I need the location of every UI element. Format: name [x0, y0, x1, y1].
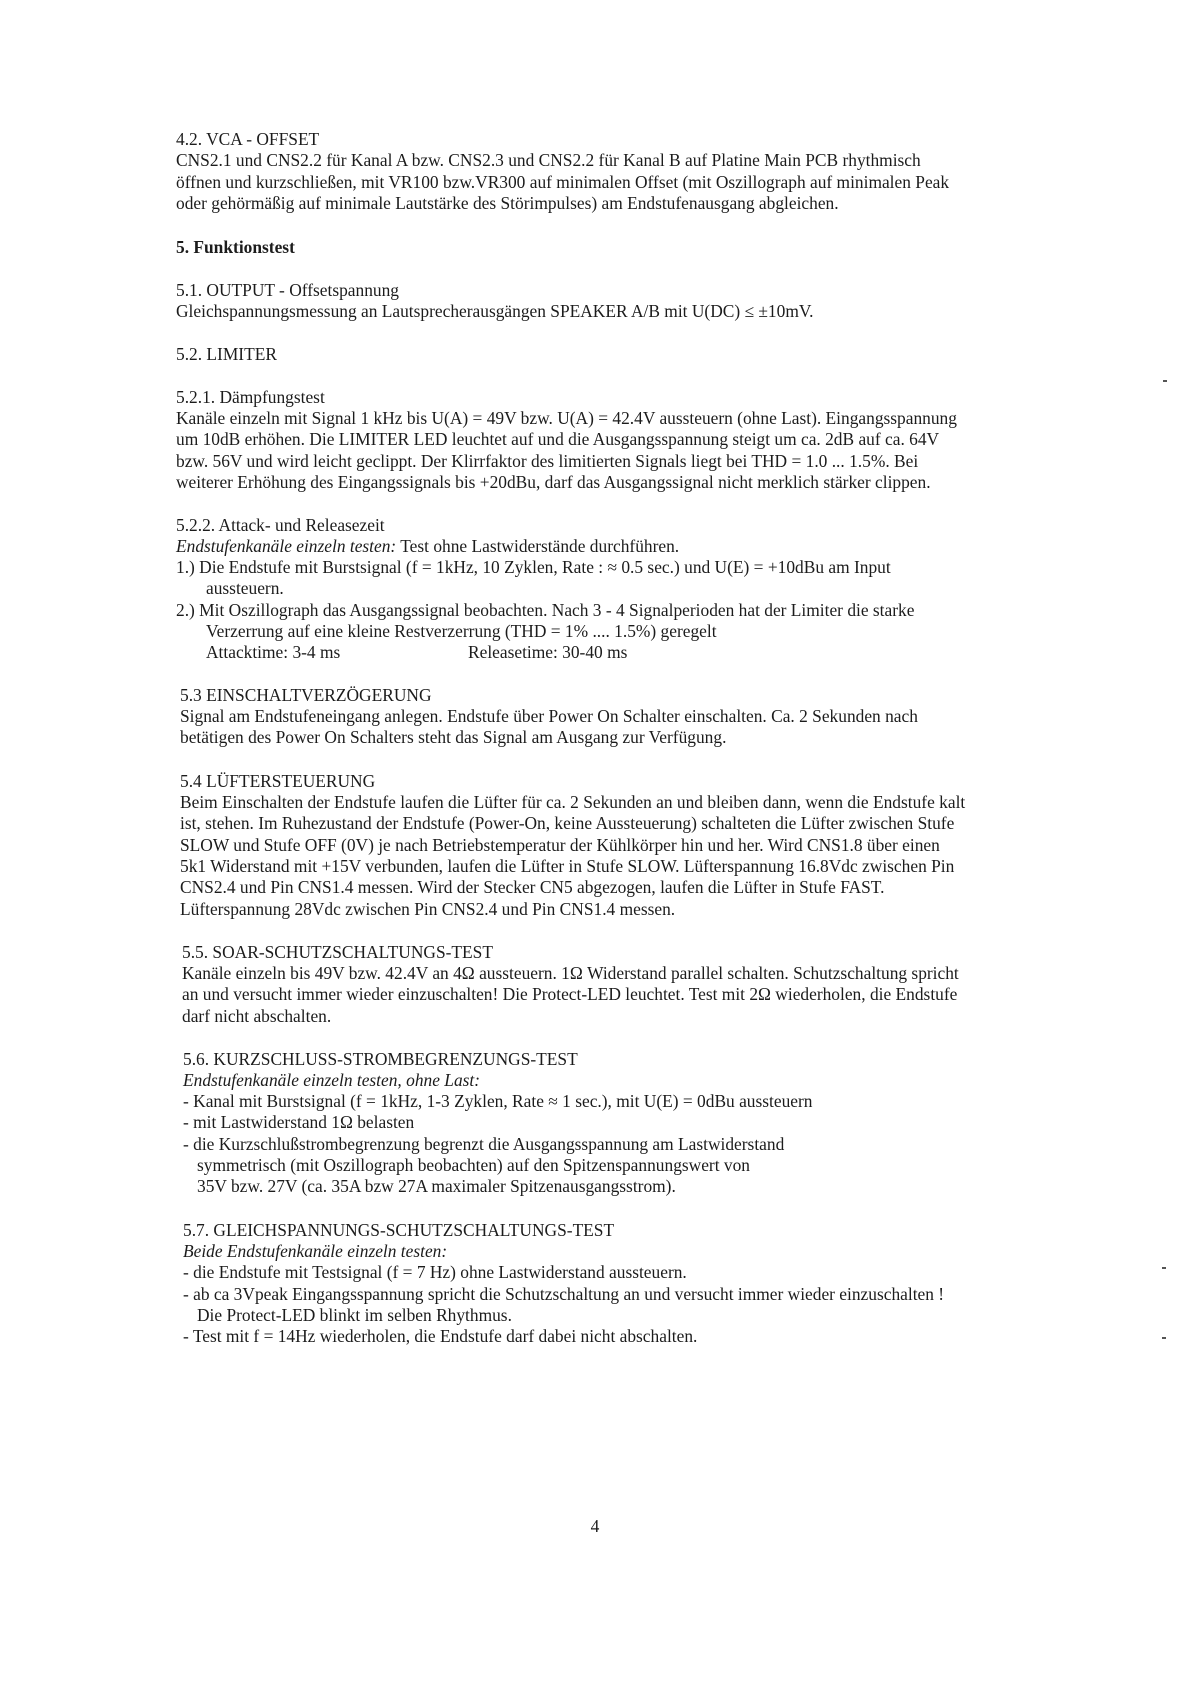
scan-speck — [1162, 1267, 1166, 1269]
section-5-6-title: 5.6. KURZSCHLUSS-STROMBEGRENZUNGS-TEST — [183, 1049, 578, 1069]
list-item-continuation: aussteuern. — [206, 578, 284, 598]
line-rest: Test ohne Lastwiderstände durchführen. — [396, 536, 680, 556]
list-item-continuation: 35V bzw. 27V (ca. 35A bzw 27A maximaler Spitzenausgangsstrom). — [197, 1176, 676, 1196]
timing-row — [206, 641, 766, 663]
list-item: 1.) Die Endstufe mit Burstsignal (f = 1kHz, 10 Zyklen, Rate : ≈ 0.5 sec.) und U(E) = +10dBu am Input — [176, 557, 891, 577]
section-5-2-title: 5.2. LIMITER — [176, 344, 277, 364]
paragraph-line: ist, stehen. Im Ruhezustand der Endstufe (Power-On, keine Aussteuerung) schalteten die Lüfter zwischen Stufe — [180, 813, 955, 833]
list-item: - Kanal mit Burstsignal (f = 1kHz, 1-3 Zyklen, Rate ≈ 1 sec.), mit U(E) = 0dBu aussteuern — [183, 1091, 813, 1111]
release-time: Releasetime: 30-40 ms — [468, 642, 628, 662]
page-number: 4 — [590, 1516, 600, 1536]
section-5-heading: 5. Funktionstest — [176, 237, 295, 257]
paragraph-line: CNS2.1 und CNS2.2 für Kanal A bzw. CNS2.3 und CNS2.2 für Kanal B auf Platine Main PCB rhythmisch — [176, 150, 921, 170]
paragraph-line: Lüfterspannung 28Vdc zwischen Pin CNS2.4 und Pin CNS1.4 messen. — [180, 899, 676, 919]
list-item: - mit Lastwiderstand 1Ω belasten — [183, 1112, 415, 1132]
italic-lead: Endstufenkanäle einzeln testen, ohne Last: — [183, 1070, 481, 1090]
list-item-continuation: Die Protect-LED blinkt im selben Rhythmus. — [197, 1305, 512, 1325]
italic-lead: Beide Endstufenkanäle einzeln testen: — [183, 1241, 448, 1261]
paragraph-line: darf nicht abschalten. — [182, 1006, 332, 1026]
paragraph-line: Gleichspannungsmessung an Lautsprecherausgängen SPEAKER A/B mit U(DC) ≤ ±10mV. — [176, 301, 814, 321]
list-item: - die Endstufe mit Testsignal (f = 7 Hz) ohne Lastwiderstand aussteuern. — [183, 1262, 687, 1282]
section-5-2-2-title: 5.2.2. Attack- und Releasezeit — [176, 515, 385, 535]
paragraph-line: Signal am Endstufeneingang anlegen. Endstufe über Power On Schalter einschalten. Ca. 2 Sekunden nach — [180, 706, 918, 726]
list-item: - Test mit f = 14Hz wiederholen, die Endstufe darf dabei nicht abschalten. — [183, 1326, 698, 1346]
section-5-2-1-title: 5.2.1. Dämpfungstest — [176, 387, 325, 407]
paragraph-line: Kanäle einzeln bis 49V bzw. 42.4V an 4Ω aussteuern. 1Ω Widerstand parallel schalten. Schutzschaltung spricht — [182, 963, 959, 983]
scan-speck — [1163, 380, 1167, 382]
paragraph-line: bzw. 56V und wird leicht geclippt. Der Klirrfaktor des limitierten Signals liegt bei THD = 1.0 ... 1.5%. Bei — [176, 451, 919, 471]
paragraph-line: oder gehörmäßig auf minimale Lautstärke des Störimpulses) am Endstufenausgang abgleichen. — [176, 193, 839, 213]
paragraph-line: Kanäle einzeln mit Signal 1 kHz bis U(A) = 49V bzw. U(A) = 42.4V aussteuern (ohne Last). Eingangsspannung — [176, 408, 957, 428]
attack-time: Attacktime: 3-4 ms — [206, 642, 341, 662]
section-5-1-title: 5.1. OUTPUT - Offsetspannung — [176, 280, 400, 300]
list-item: - ab ca 3Vpeak Eingangsspannung spricht die Schutzschaltung an und versucht immer wieder einzuschalten ! — [183, 1284, 945, 1304]
list-item: 2.) Mit Oszillograph das Ausgangssignal beobachten. Nach 3 - 4 Signalperioden hat der Limiter die starke — [176, 600, 915, 620]
section-5-5-title: 5.5. SOAR-SCHUTZSCHALTUNGS-TEST — [182, 942, 493, 962]
paragraph-line: an und versucht immer wieder einzuschalten! Die Protect-LED leuchtet. Test mit 2Ω wiederholen, die Endstufe — [182, 984, 958, 1004]
paragraph-line: Beim Einschalten der Endstufe laufen die Lüfter für ca. 2 Sekunden an und bleiben dann, wenn die Endstufe kalt — [180, 792, 966, 812]
paragraph-line: öffnen und kurzschließen, mit VR100 bzw.VR300 auf minimalen Offset (mit Oszillograph auf minimalen Peak — [176, 172, 950, 192]
list-item: - die Kurzschlußstrombegrenzung begrenzt die Ausgangsspannung am Lastwiderstand — [183, 1134, 785, 1154]
section-4-2-title: 4.2. VCA - OFFSET — [176, 129, 320, 149]
paragraph-line: um 10dB erhöhen. Die LIMITER LED leuchtet auf und die Ausgangsspannung steigt um ca. 2dB auf ca. 64V — [176, 429, 940, 449]
section-5-7-title: 5.7. GLEICHSPANNUNGS-SCHUTZSCHALTUNGS-TEST — [183, 1220, 615, 1240]
list-item-continuation: Verzerrung auf eine kleine Restverzerrung (THD = 1% .... 1.5%) geregelt — [206, 621, 717, 641]
list-item-continuation: symmetrisch (mit Oszillograph beobachten) auf den Spitzenspannungswert von — [197, 1155, 750, 1175]
paragraph-line: weiterer Erhöhung des Eingangssignals bis +20dBu, darf das Ausgangssignal nicht merklich stärker clippen. — [176, 472, 931, 492]
scan-speck — [1162, 1337, 1166, 1339]
paragraph-line: 5k1 Widerstand mit +15V verbunden, laufen die Lüfter in Stufe SLOW. Lüfterspannung 16.8Vdc zwischen Pin — [180, 856, 955, 876]
paragraph-line: SLOW und Stufe OFF (0V) je nach Betriebstemperatur der Kühlkörper hin und her. Wird CNS1.8 über einen — [180, 835, 940, 855]
paragraph-line: betätigen des Power On Schalters steht das Signal am Ausgang zur Verfügung. — [180, 727, 727, 747]
paragraph-line: CNS2.4 und Pin CNS1.4 messen. Wird der Stecker CN5 abgezogen, laufen die Lüfter in Stufe FAST. — [180, 877, 885, 897]
italic-lead: Endstufenkanäle einzeln testen: — [176, 536, 397, 556]
section-5-3-title: 5.3 EINSCHALTVERZÖGERUNG — [180, 685, 432, 705]
paragraph-line — [176, 535, 679, 557]
section-5-4-title: 5.4 LÜFTERSTEUERUNG — [180, 771, 376, 791]
